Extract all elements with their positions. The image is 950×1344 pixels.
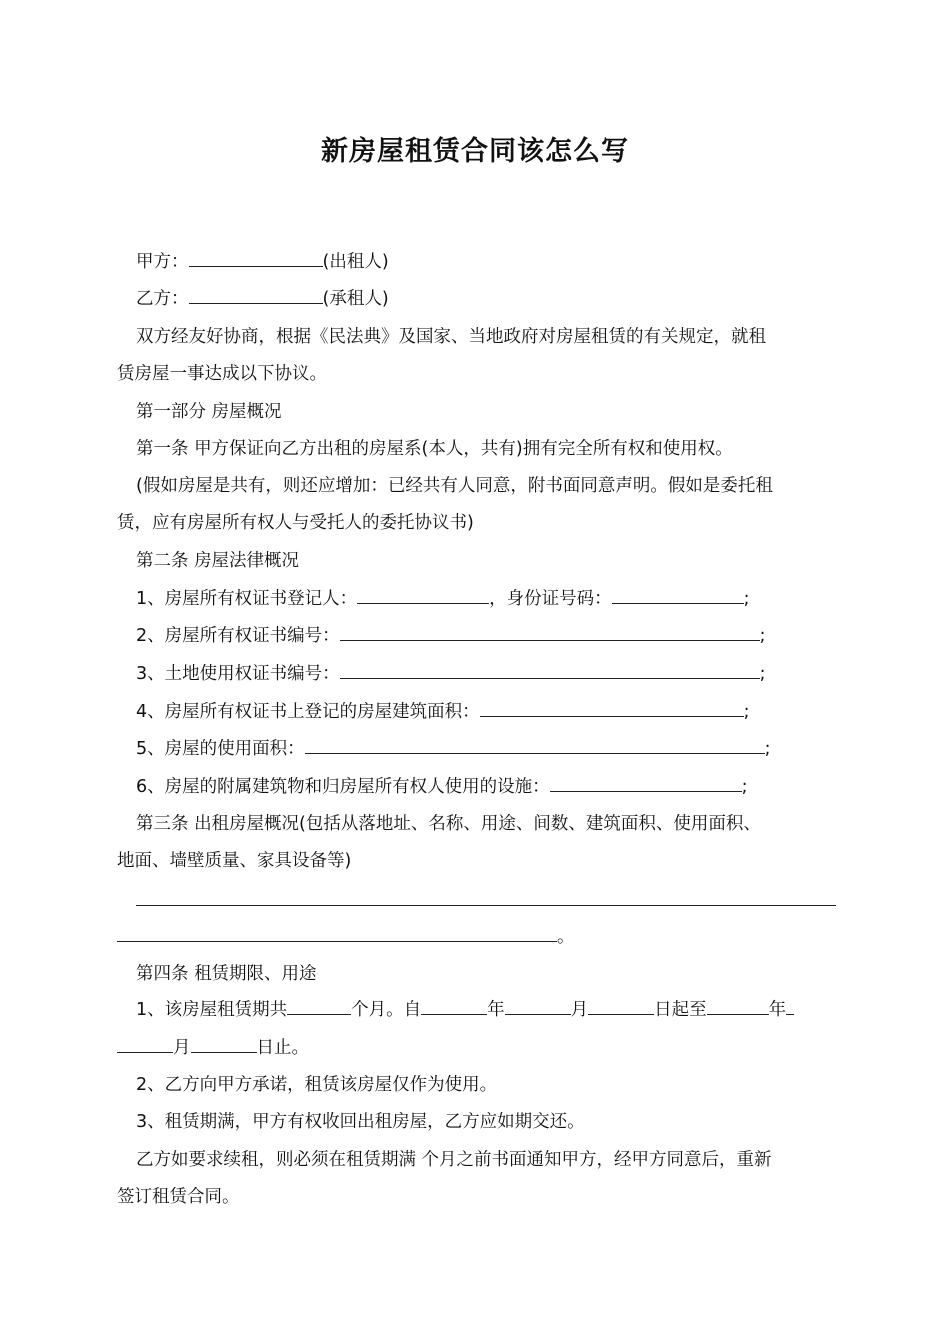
item-1-end: ; <box>743 589 750 609</box>
term-line-2 <box>117 1036 309 1060</box>
article-4-heading: 第四条 租赁期限、用途 <box>136 964 317 984</box>
month-label: 月 <box>570 1000 589 1020</box>
article-1-note-line-2: 赁，应有房屋所有权人与受托人的委托协议书) <box>117 513 474 533</box>
description-blank-line-1[interactable] <box>136 905 836 906</box>
item-2 <box>136 624 766 648</box>
party-a-role: (出租人) <box>322 252 389 272</box>
facilities-blank[interactable] <box>550 775 742 792</box>
intro-line-2: 赁房屋一事达成以下协议。 <box>117 364 327 384</box>
party-a-label: 甲方： <box>136 252 189 272</box>
item-6-end: ; <box>741 777 748 797</box>
item-1 <box>136 587 750 611</box>
item-1-label: 1、房屋所有权证书登记人： <box>136 589 358 609</box>
end-year-label: 年 <box>768 1000 787 1020</box>
usable-area-blank[interactable] <box>305 737 765 754</box>
until-label: 日起至 <box>654 1000 707 1020</box>
term-label: 1、该房屋租赁期共 <box>136 1000 288 1020</box>
end-day-blank[interactable] <box>191 1036 257 1053</box>
party-b-line <box>136 287 389 311</box>
term-line-1 <box>136 998 794 1022</box>
end-year-trail <box>786 998 794 1015</box>
party-b-role: (承租人) <box>322 289 389 309</box>
id-number-blank[interactable] <box>612 587 744 604</box>
start-day-blank[interactable] <box>588 998 654 1015</box>
months-blank[interactable] <box>287 998 351 1015</box>
clause-2: 2、乙方向甲方承诺，租赁该房屋仅作为使用。 <box>136 1075 498 1095</box>
item-5-label: 5、房屋的使用面积： <box>136 739 305 759</box>
party-a-blank[interactable] <box>189 250 323 267</box>
end-year-blank[interactable] <box>707 998 769 1015</box>
party-b-blank[interactable] <box>189 287 323 304</box>
item-3 <box>136 662 766 686</box>
item-4 <box>136 700 750 724</box>
article-3-line-1: 第三条 出租房屋概况(包括从落地址、名称、用途、间数、建筑面积、使用面积、 <box>136 814 761 834</box>
article-3-line-2: 地面、墙壁质量、家具设备等) <box>117 851 352 871</box>
renewal-line-2: 签订租赁合同。 <box>117 1187 240 1207</box>
party-a-line <box>136 250 389 274</box>
registrant-blank[interactable] <box>357 587 489 604</box>
item-6-label: 6、房屋的附属建筑物和归房屋所有权人使用的设施： <box>136 777 550 797</box>
item-2-label: 2、房屋所有权证书编号： <box>136 626 340 646</box>
document-title: 新房屋租赁合同该怎么写 <box>321 136 629 167</box>
article-2-heading: 第二条 房屋法律概况 <box>136 551 300 571</box>
item-4-end: ; <box>743 702 750 722</box>
description-line-2 <box>117 925 575 949</box>
certificate-number-blank[interactable] <box>340 624 760 641</box>
start-year-blank[interactable] <box>421 998 487 1015</box>
item-4-label: 4、房屋所有权证书上登记的房屋建筑面积： <box>136 702 480 722</box>
part-1-heading: 第一部分 房屋概况 <box>136 402 282 422</box>
end-month-blank[interactable] <box>117 1036 173 1053</box>
item-2-end: ; <box>759 626 766 646</box>
clause-3: 3、租赁期满，甲方有权收回出租房屋，乙方应如期交还。 <box>136 1112 585 1132</box>
description-end: 。 <box>557 927 575 947</box>
months-from-label: 个月。自 <box>351 1000 422 1020</box>
item-5-end: ; <box>764 739 771 759</box>
land-certificate-blank[interactable] <box>340 662 760 679</box>
intro-line-1: 双方经友好协商，根据《民法典》及国家、当地政府对房屋租赁的有关规定，就租 <box>136 327 766 347</box>
article-1: 第一条 甲方保证向乙方出租的房屋系(本人，共有)拥有完全所有权和使用权。 <box>136 439 733 459</box>
item-6 <box>136 775 748 799</box>
article-1-note-line-1: (假如房屋是共有，则还应增加：已经共有人同意，附书面同意声明。假如是委托租 <box>136 476 773 496</box>
party-b-label: 乙方： <box>136 289 189 309</box>
item-3-end: ; <box>759 664 766 684</box>
start-month-blank[interactable] <box>505 998 571 1015</box>
year-label: 年 <box>487 1000 505 1020</box>
renewal-line-1: 乙方如要求续租，则必须在租赁期满 个月之前书面通知甲方，经甲方同意后，重新 <box>136 1150 772 1170</box>
description-blank-line-2[interactable] <box>117 925 557 942</box>
end-day-label: 日止。 <box>256 1038 309 1058</box>
building-area-blank[interactable] <box>480 700 744 717</box>
item-3-label: 3、土地使用权证书编号： <box>136 664 340 684</box>
item-5 <box>136 737 771 761</box>
id-number-label: ，身份证号码： <box>489 589 612 609</box>
end-month-label: 月 <box>173 1038 191 1058</box>
